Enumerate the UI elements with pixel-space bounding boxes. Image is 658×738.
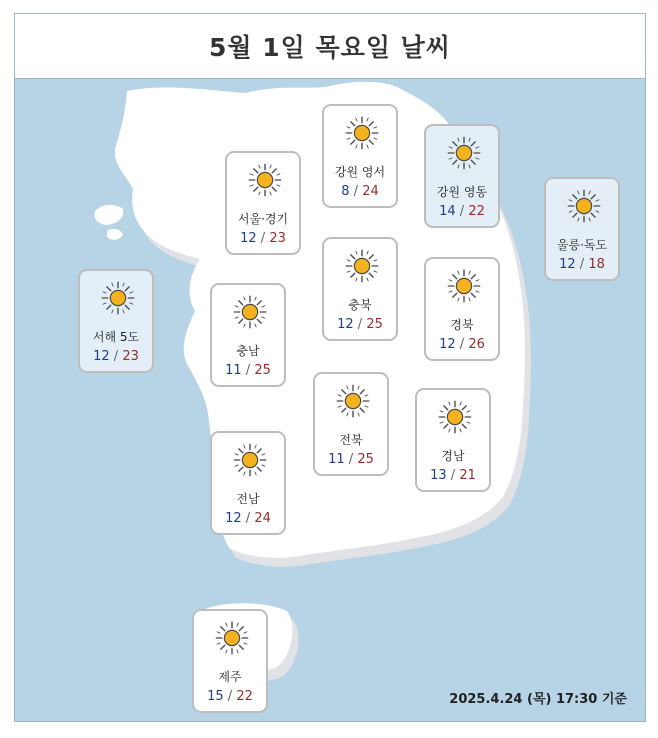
low-temperature: 13 xyxy=(430,468,447,483)
sun-icon xyxy=(567,189,601,223)
region-name: 제주 xyxy=(218,670,242,684)
sun-icon xyxy=(215,621,249,655)
weather-map-frame xyxy=(14,13,646,722)
high-temperature: 18 xyxy=(588,257,605,272)
low-temperature: 12 xyxy=(559,257,576,272)
low-temperature: 12 xyxy=(93,349,110,364)
region-card-jeonnam xyxy=(210,431,286,535)
korea-map xyxy=(15,79,645,721)
region-name: 전북 xyxy=(339,433,363,447)
sun-icon xyxy=(336,384,370,418)
high-temperature: 23 xyxy=(269,231,286,246)
region-temperatures: 12 / 18 xyxy=(559,257,605,272)
region-card-seohae-5do xyxy=(78,269,154,373)
region-name: 강원 영동 xyxy=(436,185,488,199)
sun-icon xyxy=(447,269,481,303)
sun-icon xyxy=(447,136,481,170)
region-card-chungnam xyxy=(210,283,286,387)
high-temperature: 25 xyxy=(366,317,383,332)
title-bar xyxy=(15,14,645,79)
region-name: 전남 xyxy=(236,492,260,506)
region-card-gangwon-yeongdong xyxy=(424,124,500,228)
region-card-jeonbuk xyxy=(313,372,389,476)
region-temperatures: 8 / 24 xyxy=(341,184,379,199)
region-card-chungbuk xyxy=(322,237,398,341)
low-temperature: 12 xyxy=(240,231,257,246)
region-temperatures: 11 / 25 xyxy=(225,363,271,378)
region-name: 경남 xyxy=(441,449,465,463)
region-temperatures: 12 / 26 xyxy=(439,337,485,352)
region-temperatures: 12 / 25 xyxy=(337,317,383,332)
region-name: 충북 xyxy=(348,298,372,312)
low-temperature: 11 xyxy=(328,452,345,467)
high-temperature: 24 xyxy=(362,184,379,199)
page-title: 5월 1일 목요일 날씨 xyxy=(209,33,451,62)
region-card-seoul-gyeonggi xyxy=(225,151,301,255)
low-temperature: 14 xyxy=(439,204,456,219)
region-card-gyeongnam xyxy=(415,388,491,492)
high-temperature: 24 xyxy=(254,511,271,526)
high-temperature: 21 xyxy=(459,468,476,483)
sun-icon xyxy=(233,295,267,329)
region-temperatures: 12 / 23 xyxy=(93,349,139,364)
low-temperature: 12 xyxy=(225,511,242,526)
region-temperatures: 15 / 22 xyxy=(207,689,253,704)
sun-icon xyxy=(248,163,282,197)
high-temperature: 22 xyxy=(236,689,253,704)
region-temperatures: 12 / 24 xyxy=(225,511,271,526)
low-temperature: 11 xyxy=(225,363,242,378)
region-name: 경북 xyxy=(450,318,474,332)
region-name: 서해 5도 xyxy=(92,330,140,344)
high-temperature: 22 xyxy=(468,204,485,219)
region-card-gangwon-yeongseo xyxy=(322,104,398,208)
sun-icon xyxy=(438,400,472,434)
forecast-timestamp: 2025.4.24 (목) 17:30 기준 xyxy=(449,692,627,707)
low-temperature: 8 xyxy=(341,184,350,199)
low-temperature: 15 xyxy=(207,689,224,704)
region-name: 서울·경기 xyxy=(237,212,289,226)
region-card-gyeongbuk xyxy=(424,257,500,361)
sun-icon xyxy=(233,443,267,477)
region-temperatures: 12 / 23 xyxy=(240,231,286,246)
region-card-ulleung-dokdo xyxy=(544,177,620,281)
region-card-jeju xyxy=(192,609,268,713)
low-temperature: 12 xyxy=(439,337,456,352)
high-temperature: 25 xyxy=(357,452,374,467)
region-temperatures: 14 / 22 xyxy=(439,204,485,219)
region-temperatures: 11 / 25 xyxy=(328,452,374,467)
sun-icon xyxy=(345,116,379,150)
high-temperature: 26 xyxy=(468,337,485,352)
region-name: 울릉·독도 xyxy=(556,238,608,252)
low-temperature: 12 xyxy=(337,317,354,332)
sun-icon xyxy=(101,281,135,315)
high-temperature: 23 xyxy=(122,349,139,364)
region-name: 강원 영서 xyxy=(334,165,386,179)
region-name: 충남 xyxy=(236,344,260,358)
sun-icon xyxy=(345,249,379,283)
high-temperature: 25 xyxy=(254,363,271,378)
region-temperatures: 13 / 21 xyxy=(430,468,476,483)
